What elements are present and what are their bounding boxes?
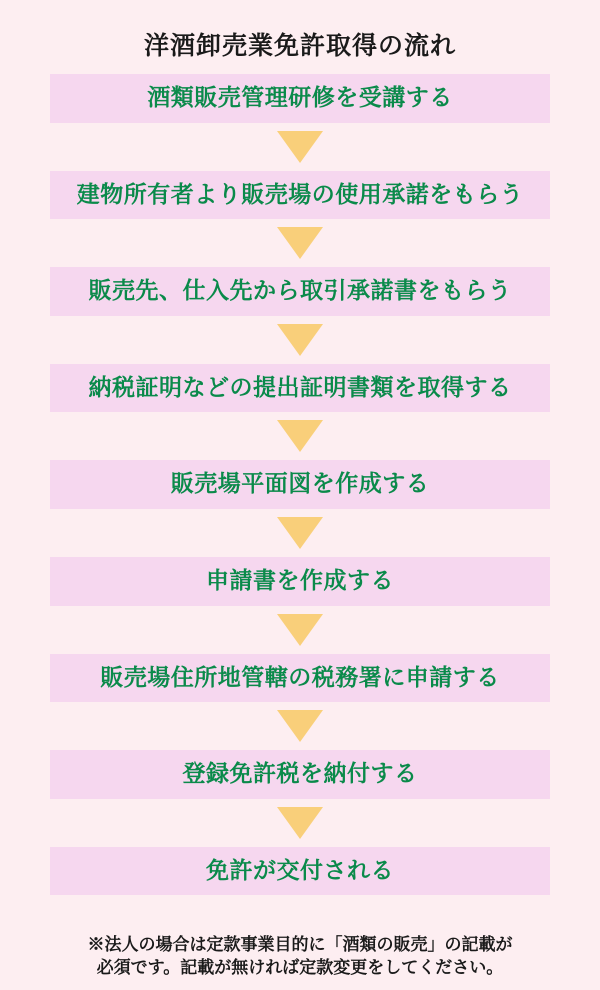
flow-step: 納税証明などの提出証明書類を取得する [50,364,550,413]
down-triangle-icon [277,227,323,259]
footnote [0,934,600,980]
down-triangle-icon [277,710,323,742]
flow-step: 免許が交付される [50,847,550,896]
page-title: 洋酒卸売業免許取得の流れ [143,32,456,60]
down-triangle-icon [277,807,323,839]
flow-step: 建物所有者より販売場の使用承諾をもらう [50,171,550,220]
down-triangle-icon [277,517,323,549]
footnote-line-2: 必須です。記載が無ければ定款変更をしてください。 [96,958,504,978]
down-triangle-icon [277,324,323,356]
down-triangle-icon [277,614,323,646]
flow-step: 販売場住所地管轄の税務署に申請する [50,654,550,703]
flow-step: 申請書を作成する [50,557,550,606]
flow-steps-container [0,74,600,895]
flow-step: 販売場平面図を作成する [50,460,550,509]
footnote-line-1: ※法人の場合は定款事業目的に「酒類の販売」の記載が [87,935,513,955]
flow-step: 販売先、仕入先から取引承諾書をもらう [50,267,550,316]
flow-step: 酒類販売管理研修を受講する [50,74,550,123]
flow-step: 登録免許税を納付する [50,750,550,799]
down-triangle-icon [277,420,323,452]
down-triangle-icon [277,131,323,163]
